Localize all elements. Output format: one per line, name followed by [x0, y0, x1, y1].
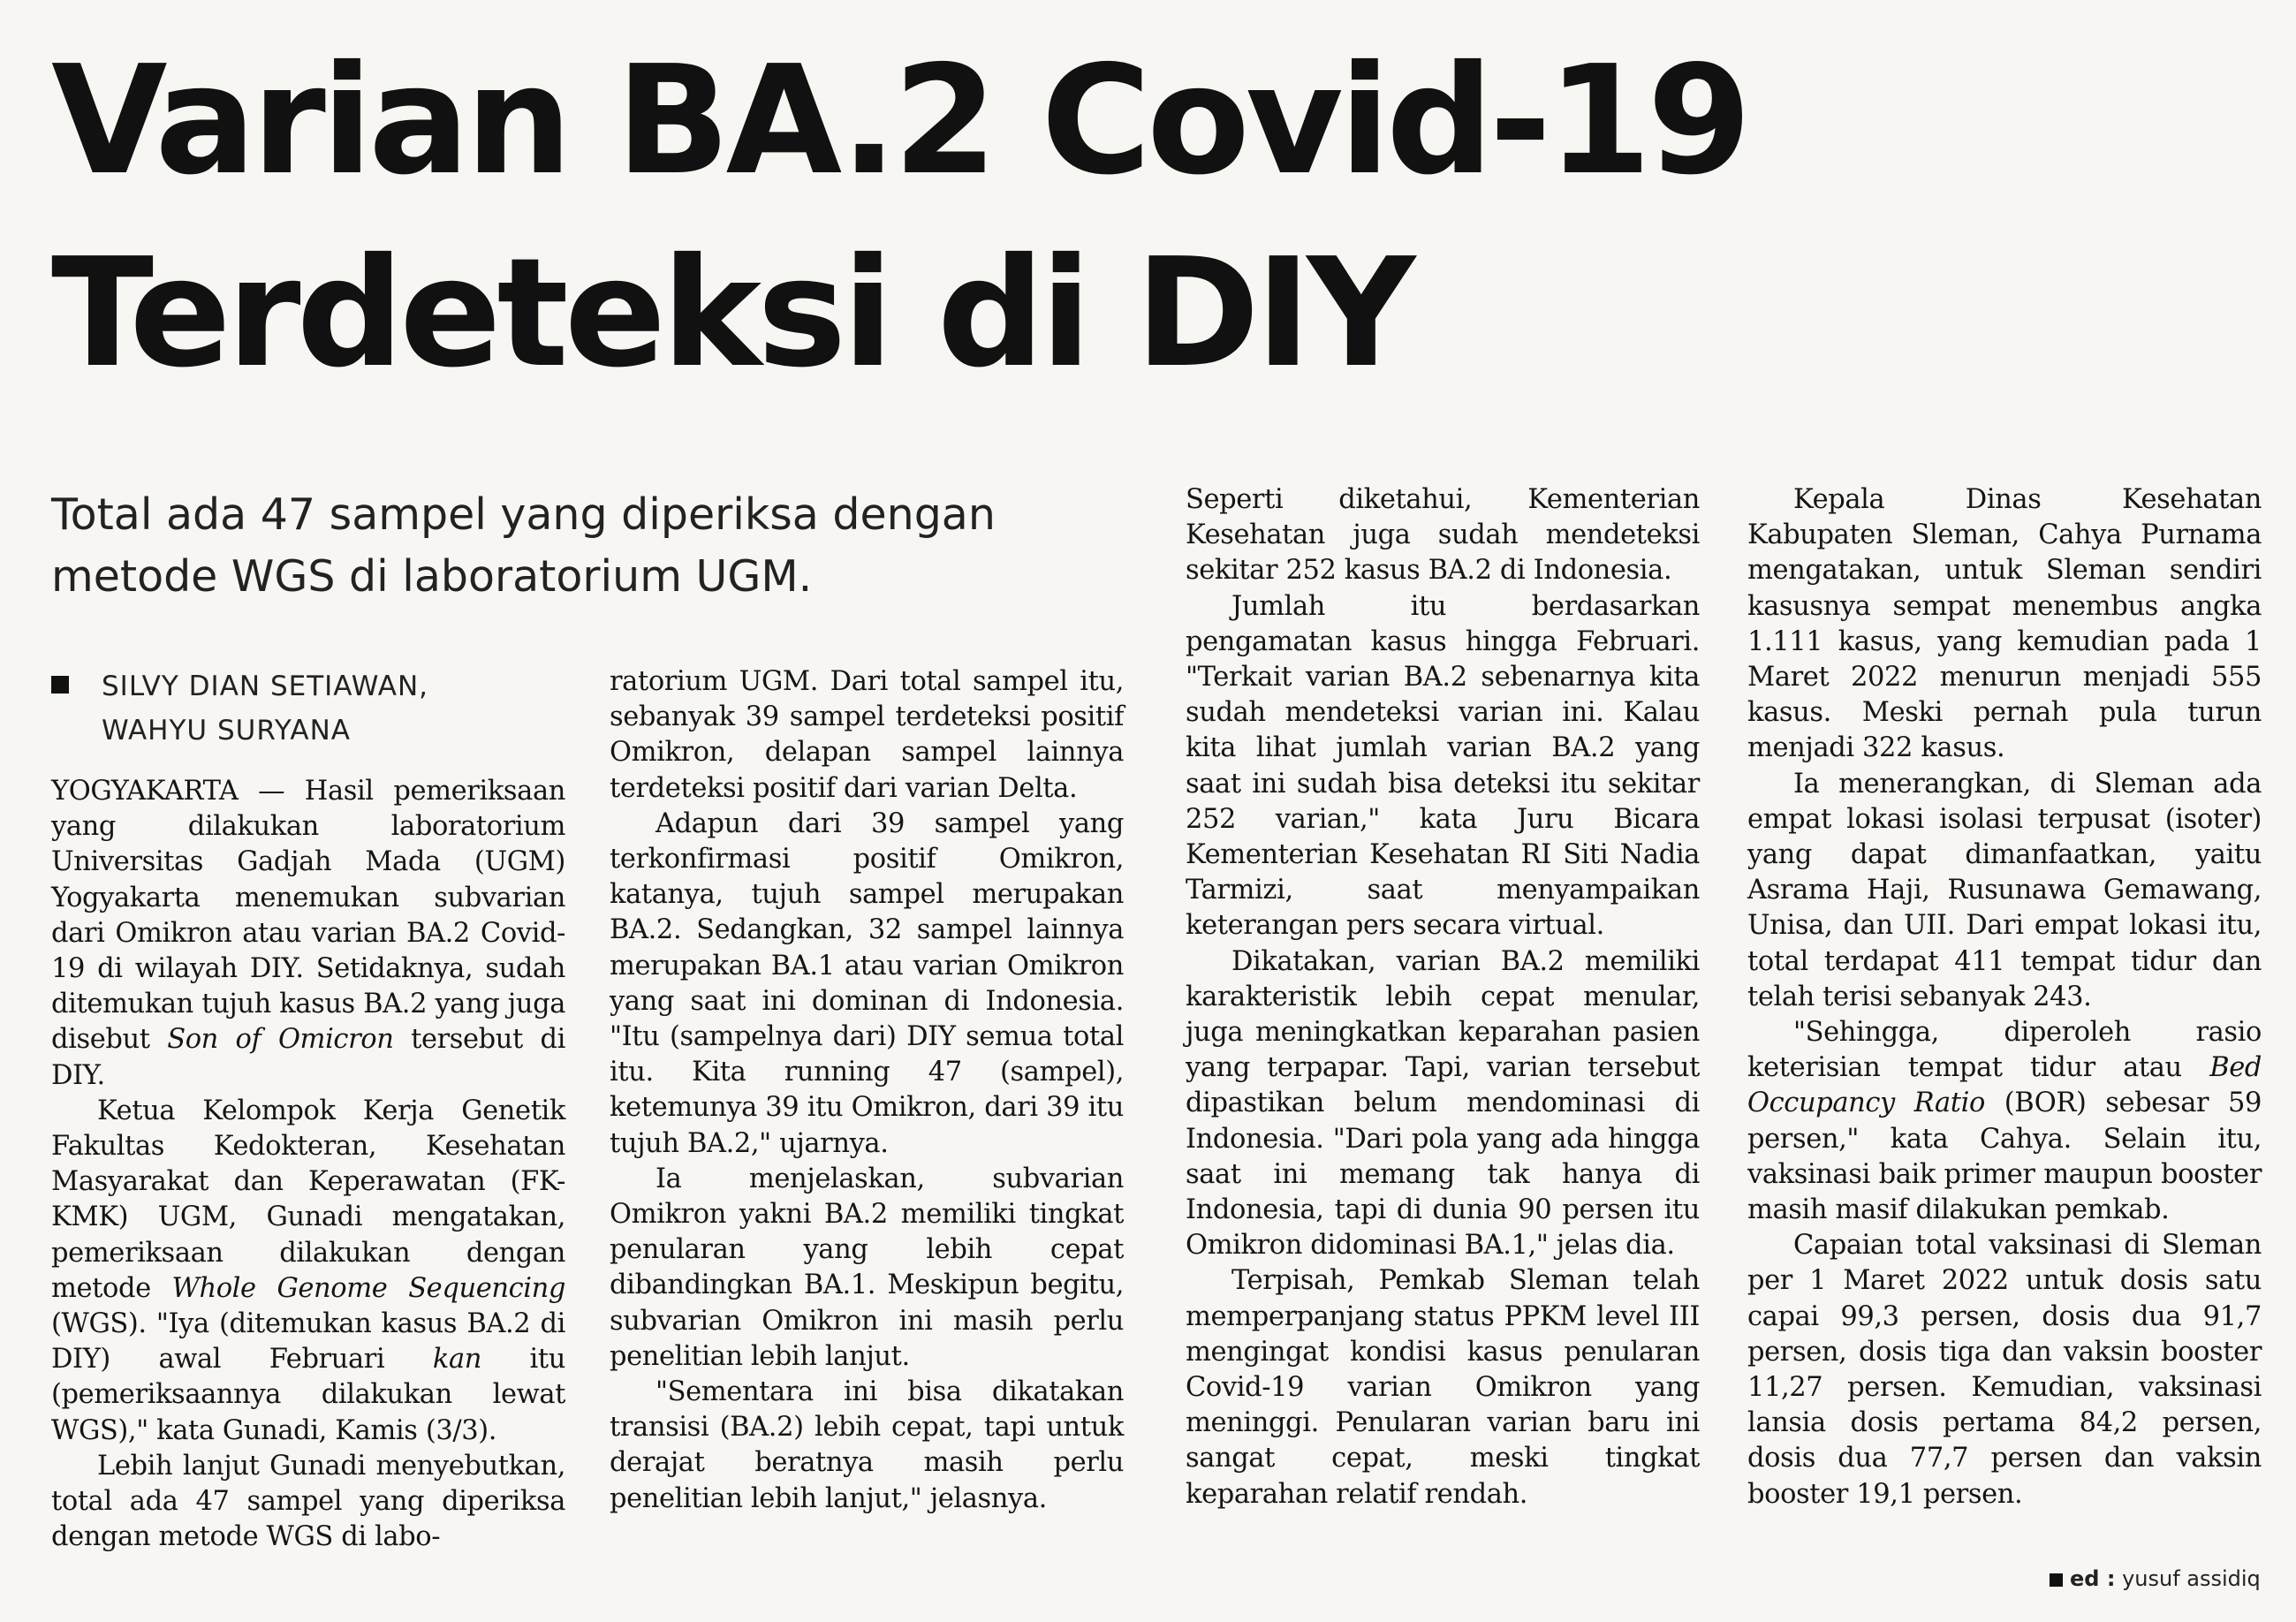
credit-square-icon	[2050, 1573, 2063, 1587]
article-column-2	[610, 664, 1124, 1517]
paragraph: Ia menerangkan, di Sleman ada empat lokasi isolasi terpusat (isoter) yang dapat dimanfaatkan, yaitu Asrama Haji, Rusunawa Gemawang, Unisa, dan UII. Dari empat lokasi itu, total terdapat 411 tempat tidur dan telah terisi sebanyak 243.	[1747, 768, 2262, 1012]
text: (BOR) sebesar 59 persen," kata Cahya. Selain itu, vaksinasi baik primer maupun booster masih masif dilakukan pemkab.	[1747, 1088, 2262, 1226]
paragraph: Seperti diketahui, Kementerian Kesehatan juga sudah mendeteksi sekitar 252 kasus BA.2 di Indonesia.	[1186, 484, 1700, 587]
italic-text: Son of Omicron	[167, 1024, 394, 1056]
text: tersebut di DIY.	[51, 1024, 565, 1091]
text: (WGS). "Iya (ditemukan kasus BA.2 di DIY) awal Februari	[51, 1308, 565, 1376]
article-column-1	[51, 774, 565, 1555]
headline-line-1: Varian BA.2 Covid-19	[51, 34, 1747, 208]
paragraph	[51, 774, 565, 1094]
subheadline: Total ada 47 sampel yang diperiksa dengan metode WGS di laboratorium UGM.	[51, 489, 996, 602]
article-column-4	[1747, 482, 2262, 1512]
paragraph: ratorium UGM. Dari total sampel itu, sebanyak 39 sampel terdeteksi positif Omikron, delapan sampel lainnya terdeteksi positif dari varian Delta.	[610, 666, 1124, 804]
byline-square-icon	[51, 676, 69, 694]
paragraph: Terpisah, Pemkab Sleman telah memperpanjang status PPKM level III mengingat kondisi kasus penularan Covid-19 varian Omikron yang meninggi. Penularan varian baru ini sangat cepat, meski tingkat keparahan relatif rendah.	[1186, 1265, 1700, 1510]
italic-text: Whole Genome Sequencing	[171, 1272, 565, 1304]
article-column-3	[1186, 482, 1700, 1512]
byline-author-1: SILVY DIAN SETIAWAN,	[102, 671, 429, 702]
text: "Sehingga, diperoleh rasio keterisian tempat tidur atau	[1747, 1017, 2262, 1084]
headline-line-2: Terdeteksi di DIY	[51, 226, 1412, 401]
paragraph	[1747, 1015, 2262, 1228]
editor-credit	[2050, 1566, 2261, 1591]
editor-label: ed :	[2070, 1566, 2116, 1591]
headline	[51, 25, 2242, 410]
editor-name: yusuf assidiq	[2122, 1566, 2261, 1591]
paragraph: Dikatakan, varian BA.2 memiliki karakteristik lebih cepat menular, juga meningkatkan keparahan pasien yang terpapar. Tapi, varian tersebut dipastikan belum mendominasi di Indonesia. "Dari pola yang ada hingga saat ini memang tak hanya di Indonesia, tapi di dunia 90 persen itu Omikron didominasi BA.1," jelas dia.	[1186, 945, 1700, 1262]
paragraph: "Sementara ini bisa dikatakan transisi (BA.2) lebih cepat, tapi untuk derajat beratnya masih perlu penelitian lebih lanjut," jelasnya.	[610, 1376, 1124, 1514]
paragraph: Lebih lanjut Gunadi menyebutkan, total ada 47 sampel yang diperiksa dengan metode WGS di labo-	[51, 1450, 565, 1553]
italic-text: Bed Occupancy Ratio	[1747, 1052, 2262, 1119]
text: Ketua Kelompok Kerja Genetik Fakultas Kedokteran, Kesehatan Masyarakat dan Keperawatan (FK-KMK) UGM, Gunadi mengatakan, pemeriksaan dilakukan dengan metode	[51, 1095, 565, 1304]
paragraph: Jumlah itu berdasarkan pengamatan kasus hingga Februari. "Terkait varian BA.2 sebenarnya kita sudah mendeteksi varian ini. Kalau kita lihat jumlah varian BA.2 yang saat ini sudah bisa deteksi itu sekitar 252 varian," kata Juru Bicara Kementerian Kesehatan RI Siti Nadia Tarmizi, saat menyampaikan keterangan pers secara virtual.	[1186, 590, 1700, 942]
paragraph	[51, 1094, 565, 1449]
byline	[51, 664, 546, 753]
paragraph: Ia menjelaskan, subvarian Omikron yakni BA.2 memiliki tingkat penularan yang lebih cepat dibandingkan BA.1. Meskipun begitu, subvarian Omikron ini masih perlu penelitian lebih lanjut.	[610, 1163, 1124, 1372]
italic-text: kan	[432, 1344, 481, 1376]
text: YOGYAKARTA — Hasil pemeriksaan yang dilakukan laboratorium Universitas Gadjah Mada (UGM) Yogyakarta menemukan subvarian dari Omikron atau varian BA.2 Covid-19 di wilayah DIY. Setidaknya, sudah ditemukan tujuh kasus BA.2 yang juga disebut	[51, 776, 565, 1056]
byline-author-2: WAHYU SURYANA	[102, 715, 352, 747]
text: itu (pemeriksaannya dilakukan lewat WGS)," kata Gunadi, Kamis (3/3).	[51, 1344, 566, 1446]
paragraph: Kepala Dinas Kesehatan Kabupaten Sleman, Cahya Purnama mengatakan, untuk Sleman sendiri kasusnya sempat menembus angka 1.111 kasus, yang kemudian pada 1 Maret 2022 menurun menjadi 555 kasus. Meski pernah pula turun menjadi 322 kasus.	[1747, 484, 2262, 764]
paragraph: Capaian total vaksinasi di Sleman per 1 Maret 2022 untuk dosis satu capai 99,3 persen, dosis dua 91,7 persen, dosis tiga dan vaksin booster 11,27 persen. Kemudian, vaksinasi lansia dosis pertama 84,2 persen, dosis dua 77,7 persen dan vaksin booster 19,1 persen.	[1747, 1230, 2262, 1510]
paragraph: Adapun dari 39 sampel yang terkonfirmasi positif Omikron, katanya, tujuh sampel merupakan BA.2. Sedangkan, 32 sampel lainnya merupakan BA.1 atau varian Omikron yang saat ini dominan di Indonesia. "Itu (sampelnya dari) DIY semua total itu. Kita running 47 (sampel), ketemunya 39 itu Omikron, dari 39 itu tujuh BA.2," ujarnya.	[610, 807, 1124, 1159]
